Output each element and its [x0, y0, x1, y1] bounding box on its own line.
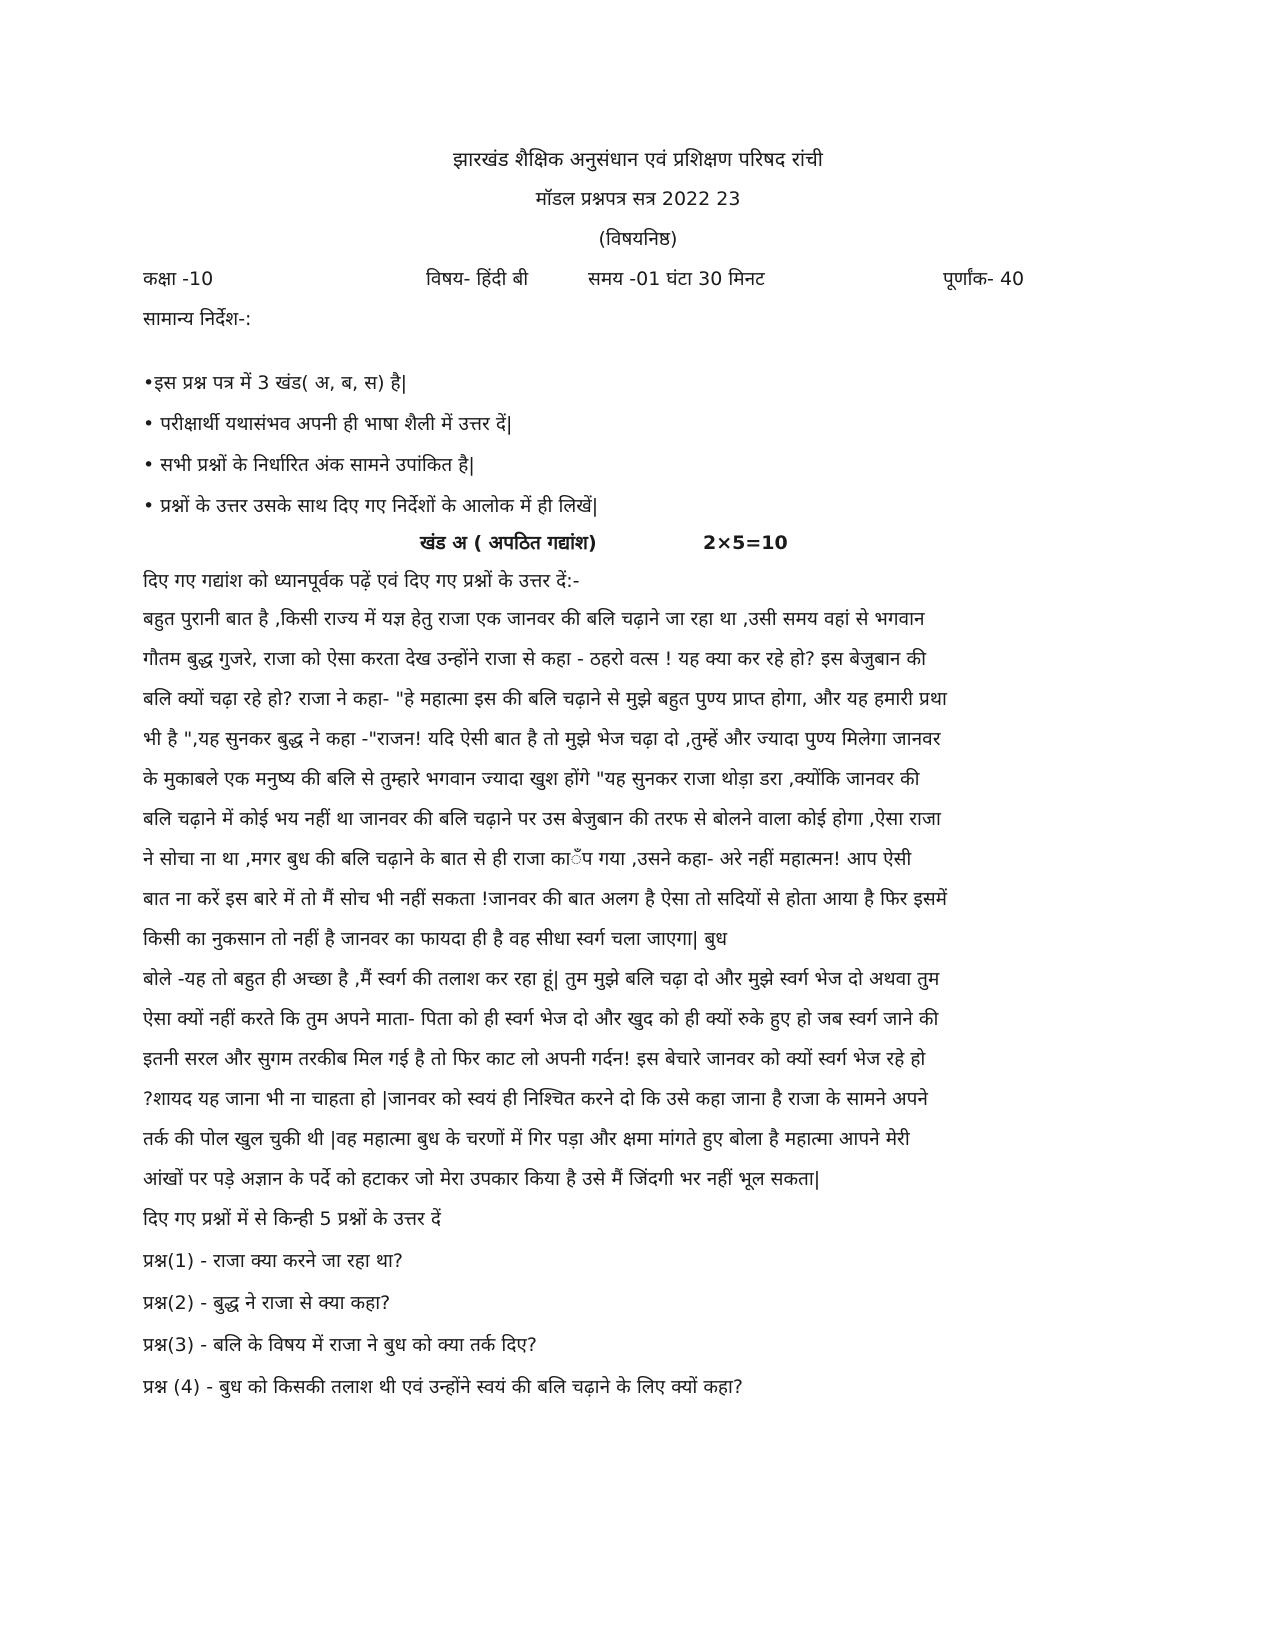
question-item: प्रश्न (4) - बुध को किसकी तलाश थी एवं उन्होंने स्वयं की बलि चढ़ाने के लिए क्यों कहा?	[143, 1376, 744, 1398]
instruction-item: • परीक्षार्थी यथासंभव अपनी ही भाषा शैली में उत्तर दें|	[143, 413, 513, 435]
section-a-title: खंड अ ( अपठित गद्यांश)	[420, 532, 597, 554]
exam-meta-row	[143, 265, 1133, 293]
instruction-item: • सभी प्रश्नों के निर्धारित अंक सामने उपांकित है|	[143, 454, 475, 476]
question-item: प्रश्न(1) - राजा क्या करने जा रहा था?	[143, 1250, 403, 1272]
instruction-item: •इस प्रश्न पत्र में 3 खंड( अ, ब, स) है|	[143, 372, 408, 394]
unseen-passage	[143, 605, 1133, 1193]
passage-line: ने सोचा ना था ,मगर बुध की बलि चढ़ाने के बात से ही राजा का◌ॅंप गया ,उसने कहा- अरे नहीं महात्मन! आप ऐसी	[143, 848, 912, 870]
general-instructions-heading: सामान्य निर्देश-:	[143, 308, 252, 330]
question-item: प्रश्न(2) - बुद्ध ने राजा से क्या कहा?	[143, 1292, 391, 1314]
instruction-item: • प्रश्नों के उत्तर उसके साथ दिए गए निर्देशों के आलोक में ही लिखें|	[143, 495, 599, 517]
passage-line: किसी का नुकसान तो नहीं है जानवर का फायदा ही है वह सीधा स्वर्ग चला जाएगा| बुध	[143, 928, 728, 950]
general-instructions-list	[143, 369, 1133, 520]
exam-page	[143, 145, 1133, 1401]
passage-line: बलि चढ़ाने में कोई भय नहीं था जानवर की बलि चढ़ाने पर उस बेजुबान की तरफ से बोलने वाला कोई होगा ,ऐसा राजा	[143, 808, 941, 830]
section-a-heading	[143, 529, 1133, 557]
full-marks-label: पूर्णांक- 40	[943, 268, 1025, 290]
institution-title: झारखंड शैक्षिक अनुसंधान एवं प्रशिक्षण परिषद रांची	[453, 147, 823, 171]
questions-instruction: दिए गए प्रश्नों में से किन्ही 5 प्रश्नों के उत्तर दें	[143, 1208, 441, 1230]
passage-line: गौतम बुद्ध गुजरे, राजा को ऐसा करता देख उन्होंने राजा से कहा - ठहरो वत्स ! यह क्या कर रहे हो? इस बेजुबान की	[143, 648, 927, 670]
passage-line: ?शायद यह जाना भी ना चाहता हो |जानवर को स्वयं ही निश्चित करने दो कि उसे कहा जाना है राजा के सामने अपने	[143, 1088, 928, 1110]
passage-instruction: दिए गए गद्यांश को ध्यानपूर्वक पढ़ें एवं दिए गए प्रश्नों के उत्तर दें:-	[143, 570, 580, 592]
paper-title: मॉडल प्रश्नपत्र सत्र 2022 23	[535, 188, 741, 210]
passage-line: इतनी सरल और सुगम तरकीब मिल गई है तो फिर काट लो अपनी गर्दन! इस बेचारे जानवर को क्यों स्वर्ग भेज रहे हो	[143, 1048, 926, 1070]
section-a-marks: 2×5=10	[703, 532, 788, 554]
passage-line: ऐसा क्यों नहीं करते कि तुम अपने माता- पिता को ही स्वर्ग भेज दो और खुद को ही क्यों रुके हुए हो जब स्वर्ग जाने की	[143, 1008, 939, 1030]
question-list	[143, 1247, 1133, 1401]
passage-line: आंखों पर पड़े अज्ञान के पर्दे को हटाकर जो मेरा उपकार किया है उसे मैं जिंदगी भर नहीं भूल सकता|	[143, 1168, 821, 1190]
passage-line: बात ना करें इस बारे में तो मैं सोच भी नहीं सकता !जानवर की बात अलग है ऐसा तो सदियों से होता आया है फिर इसमें	[143, 888, 948, 910]
class-label: कक्षा -10	[143, 268, 214, 290]
passage-line: तर्क की पोल खुल चुकी थी |वह महात्मा बुध के चरणों में गिर पड़ा और क्षमा मांगते हुए बोला है महात्मा आपने मेरी	[143, 1128, 910, 1150]
passage-line: के मुकाबले एक मनुष्य की बलि से तुम्हारे भगवान ज्यादा खुश होंगे "यह सुनकर राजा थोड़ा डरा ,क्योंकि जानवर की	[143, 768, 920, 790]
passage-line: भी है ",यह सुनकर बुद्ध ने कहा -"राजन! यदि ऐसी बात है तो मुझे भेज चढ़ा दो ,तुम्हें और ज्यादा पुण्य मिलेगा जानवर	[143, 728, 941, 750]
question-item: प्रश्न(3) - बलि के विषय में राजा ने बुध को क्या तर्क दिए?	[143, 1334, 538, 1356]
time-label: समय -01 घंटा 30 मिनट	[588, 268, 765, 290]
paper-type: (विषयनिष्ठ)	[598, 228, 678, 250]
passage-line: बोले -यह तो बहुत ही अच्छा है ,मैं स्वर्ग की तलाश कर रहा हूं| तुम मुझे बलि चढ़ा दो और मुझे स्वर्ग भेज दो अथवा तुम	[143, 968, 940, 990]
subject-label: विषय- हिंदी बी	[426, 268, 529, 290]
passage-line: बलि क्यों चढ़ा रहे हो? राजा ने कहा- "हे महात्मा इस की बलि चढ़ाने से मुझे बहुत पुण्य प्राप्त होगा, और यह हमारी प्रथा	[143, 688, 947, 710]
passage-line: बहुत पुरानी बात है ,किसी राज्य में यज्ञ हेतु राजा एक जानवर की बलि चढ़ाने जा रहा था ,उसी समय वहां से भगवान	[143, 608, 925, 630]
